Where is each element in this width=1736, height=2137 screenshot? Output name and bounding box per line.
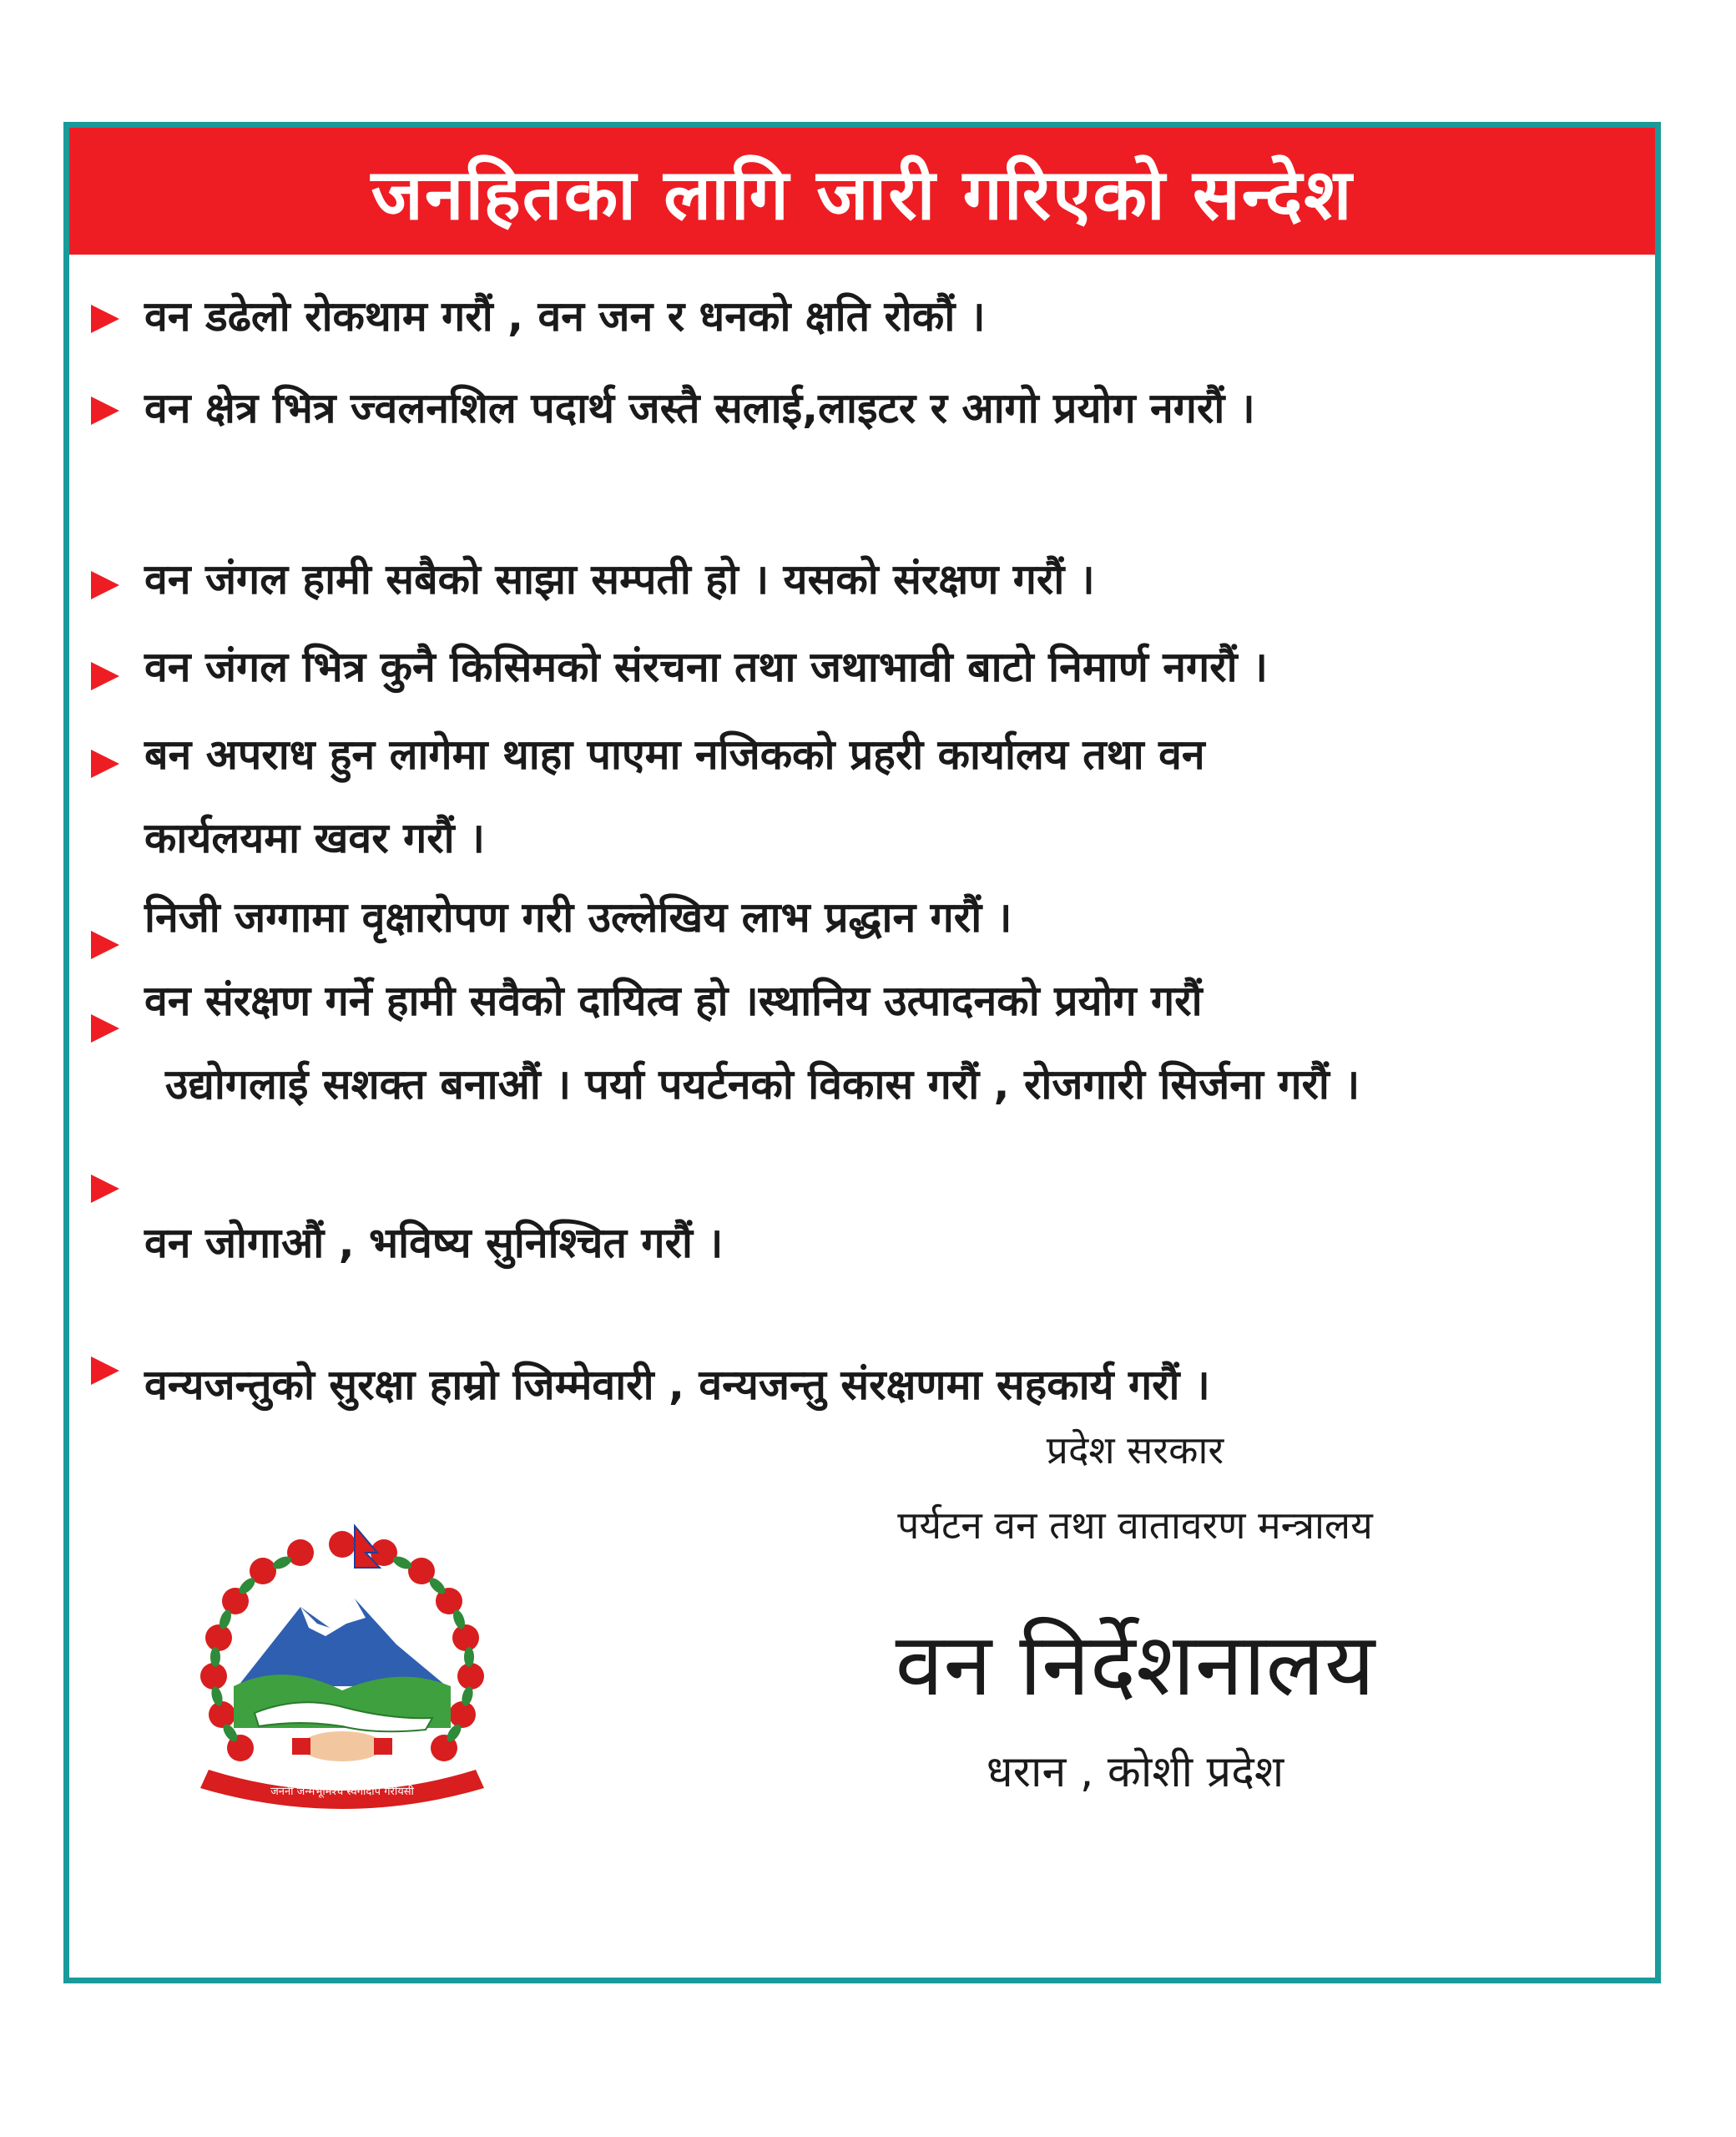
bullet-arrow-icon [91,1356,119,1385]
message-text: वन संरक्षण गर्ने हामी सवैको दायित्व हो ।स्थानिय उत्पादनको प्रयोग गरौं [144,977,1203,1025]
message-item [69,1180,1655,1267]
bullet-arrow-icon [91,1014,119,1043]
government-label: प्रदेश सरकार [1046,1427,1224,1473]
message-text: वन जंगल भित्र कुनै किसिमको संरचना तथा जथाभावी बाटो निमार्ण नगरौं । [144,643,1268,691]
message-text: वन जंगल हामी सबैको साझा सम्पती हो । यसको संरक्षण गरौं । [144,555,1095,604]
bullet-arrow-icon [91,931,119,959]
message-item [69,1355,1655,1422]
bullet-arrow-icon [91,750,119,778]
emblem-ribbon-text: जननी जन्मभूमिश्च स्वर्गादपि गरीयसी [270,1786,414,1798]
message-item [69,725,1655,862]
message-text: वन क्षेत्र भित्र ज्वलनशिल पदार्थ जस्तै सलाई,लाइटर र आगो प्रयोग नगरौं । [144,384,1255,432]
message-text: निजी जग्गामा वृक्षारोपण गरी उल्लेखिय लाभ प्रद्धान गरौं । [144,893,1012,942]
message-item [69,286,1655,353]
message-text: वन्यजन्तुको सुरक्षा हाम्रो जिम्मेवारी , वन्यजन्तु संरक्षणमा सहकार्य गरौं । [144,1361,1210,1409]
bullet-arrow-icon [91,662,119,690]
bullet-arrow-icon [91,571,119,599]
bullet-arrow-icon [91,1175,119,1203]
title-banner [69,128,1655,255]
message-text: बन अपराध हुन लागेमा थाहा पाएमा नजिकको प्रहरी कार्यालय तथा वन [144,730,1205,779]
banner-title: जनहितका लागि जारी गरिएको सन्देश [371,153,1354,235]
bullet-arrow-icon [91,305,119,333]
message-item [69,887,1655,954]
message-item [69,378,1655,445]
nepal-emblem-icon [175,1519,509,1820]
message-item [69,637,1655,704]
message-item [69,971,1655,1109]
message-text: उद्योगलाई सशक्त बनाऔं । पर्या पयर्टनको विकास गरौं , रोजगारी सिर्जना गरौं । [165,1060,1360,1109]
ministry-label: पर्यटन वन तथा वातावरण मन्त्रालय [897,1503,1373,1548]
office-location: धरान , कोशी प्रदेश [986,1747,1284,1797]
office-title: वन निर्देशनालय [895,1614,1375,1715]
bullet-arrow-icon [91,397,119,425]
message-text: वन जोगाऔं , भविष्य सुनिश्चित गरौं । [144,1219,724,1267]
message-item [69,549,1655,616]
message-text: वन डढेलो रोकथाम गरौं , वन जन र धनको क्षति रोकौं । [144,292,986,341]
message-text: कार्यलयमा खवर गरौं । [144,814,485,862]
